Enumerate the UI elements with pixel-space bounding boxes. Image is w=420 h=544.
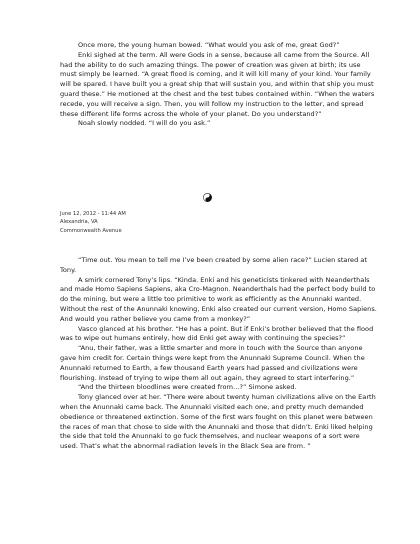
dateline-place: Commonwealth Avenue [60, 227, 122, 234]
paragraph: “And the thirteen bloodlines were created from…?” Simone asked. [78, 383, 297, 392]
paragraph: “Anu, their father, was a little smarter and more in touch with the Source than anyone gave him credit for. Certain things were kept from the Anunnaki Supreme Council. When the Anunnaki returned to Earth, a few thousand Earth years had passed and civilizations were flourishing. Instead of trying to wipe them all out again, they agreed to start interfering.” [60, 344, 365, 382]
dateline-datetime: June 12, 2012 - 11:44 AM [60, 211, 126, 217]
yin-yang-icon [203, 193, 212, 202]
story-section-1 [60, 41, 378, 129]
dateline-city: Alexandria, VA [60, 219, 98, 226]
paragraph: Once more, the young human bowed. “What would you ask of me, great God?” [78, 41, 340, 49]
scene-dateline [60, 210, 126, 235]
paragraph: “Time out. You mean to tell me I’ve been created by some alien race?” Lucien stared at Tony. [60, 256, 367, 274]
paragraph: Tony glanced over at her. “There were about twenty human civilizations alive on the Earth when the Anunnaki came back. The Anunnaki visited each one, and pretty much demanded obedience or threatened extinction. Some of the first wars fought on this planet were between the races of man that chose to side with the Anunnaki and those that didn’t. Enki liked helping the side that told the Anunnaki to go fuck themselves, and nuclear weapons of a sort were used. That’s what the abnormal radiation levels in the Black Sea are from. ” [60, 393, 376, 451]
paragraph: Noah slowly nodded. “I will do you ask.” [78, 119, 211, 128]
paragraph: A smirk cornered Tony’s lips. “Kinda. Enki and his geneticists tinkered with Neanderthals and made Homo Sapiens Sapiens, aka Cro-Magnon. Neanderthals had the perfect body build to do the mining, but were a little too primitive to work as efficiently as the Anunnaki wanted. Without the rest of the Anunnaki knowing, Enki also created our current version, Homo Sapiens. And would you rather believe you came from a monkey?” [60, 275, 377, 323]
paragraph: Enki sighed at the term. All were Gods in a sense, because all came from the Source. All had the ability to do such amazing things. The power of creation was given at birth; its use must simply be learned. “A great flood is coming, and it will kill many of your kind. Your family will be spared. I have built you a great ship that will sustain you, and within that ship you must guard these.” He motioned at the chest and the test tubes contained within. “When the waters recede, you will receive a sign. Then, you will follow my instruction to the letter, and spread these different life forms across the whole of your planet. Do you understand?” [60, 50, 375, 118]
paragraph: Vasco glanced at his brother. “He has a point. But if Enki’s brother believed that the flood was to wipe out humans entirely, how did Enki get away with continuing the species?” [60, 324, 374, 343]
story-section-2 [60, 256, 378, 452]
